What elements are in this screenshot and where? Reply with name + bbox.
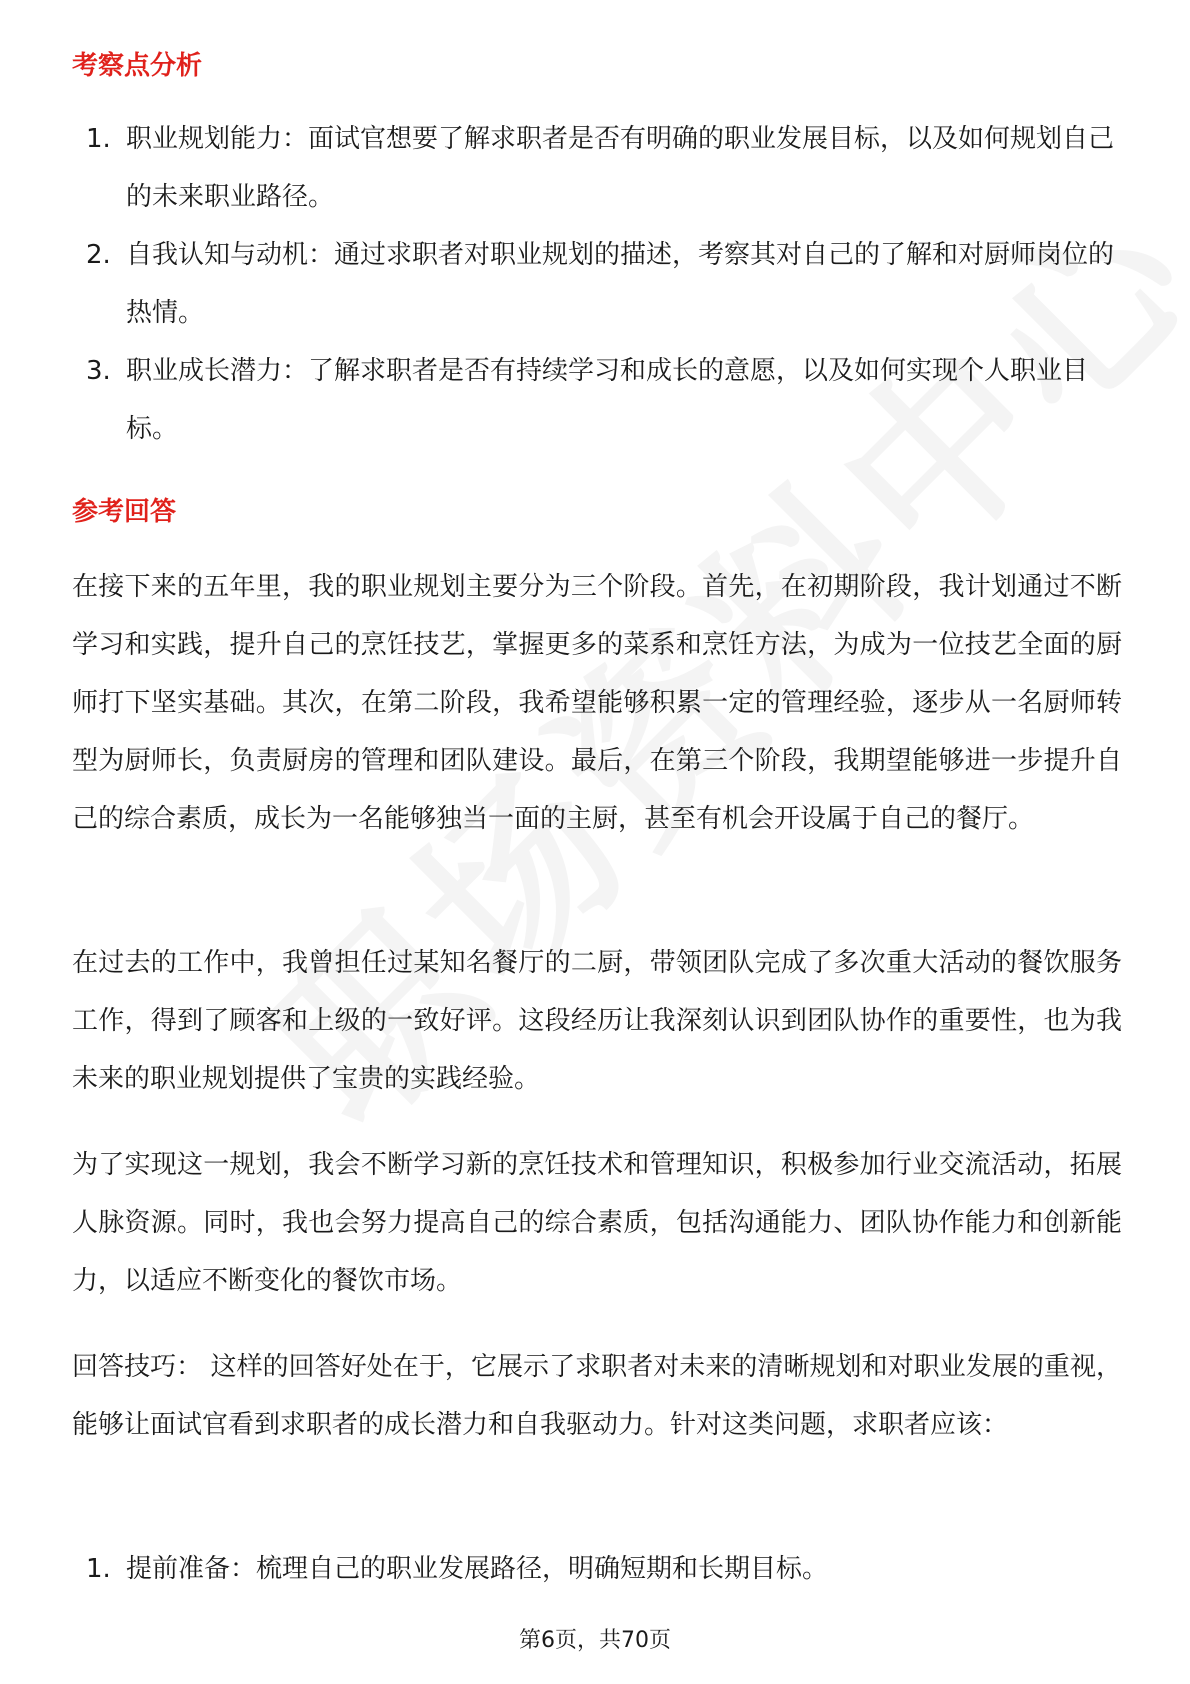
- list-item-text: 职业规划能力：面试官想要了解求职者是否有明确的职业发展目标，以及如何规划自己的未来职业路径。: [126, 124, 1115, 212]
- tips-list: [72, 1540, 1122, 1598]
- analysis-list: [72, 110, 1122, 458]
- list-item-text: 提前准备：梳理自己的职业发展路径，明确短期和长期目标。: [126, 1554, 829, 1584]
- list-item: [72, 1540, 1122, 1598]
- list-item-number: 1.: [86, 124, 111, 154]
- list-item: [72, 110, 1122, 226]
- answer-tips-paragraph: 回答技巧： 这样的回答好处在于，它展示了求职者对未来的清晰规划和对职业发展的重视，能够让面试官看到求职者的成长潜力和自我驱动力。针对这类问题，求职者应该：: [72, 1352, 1122, 1440]
- answer-paragraph-3: 为了实现这一规划，我会不断学习新的烹饪技术和管理知识，积极参加行业交流活动，拓展人脉资源。同时，我也会努力提高自己的综合素质，包括沟通能力、团队协作能力和创新能力，以适应不断变化的餐饮市场。: [72, 1150, 1122, 1296]
- list-item-number: 1.: [86, 1554, 111, 1584]
- answer-paragraph-1: 在接下来的五年里，我的职业规划主要分为三个阶段。首先，在初期阶段，我计划通过不断学习和实践，提升自己的烹饪技艺，掌握更多的菜系和烹饪方法，为成为一位技艺全面的厨师打下坚实基础。其次，在第二阶段，我希望能够积累一定的管理经验，逐步从一名厨师转型为厨师长，负责厨房的管理和团队建设。最后，在第三个阶段，我期望能够进一步提升自己的综合素质，成长为一名能够独当一面的主厨，甚至有机会开设属于自己的餐厅。: [72, 572, 1122, 834]
- list-item: [72, 226, 1122, 342]
- section-heading-analysis: 考察点分析: [72, 51, 203, 81]
- list-item-text: 自我认知与动机：通过求职者对职业规划的描述，考察其对自己的了解和对厨师岗位的热情。: [126, 240, 1115, 328]
- section-heading-reference-answer: 参考回答: [72, 497, 177, 527]
- answer-paragraph-2: 在过去的工作中，我曾担任过某知名餐厅的二厨，带领团队完成了多次重大活动的餐饮服务工作，得到了顾客和上级的一致好评。这段经历让我深刻认识到团队协作的重要性，也为我未来的职业规划提供了宝贵的实践经验。: [72, 948, 1122, 1094]
- list-item-text: 职业成长潜力：了解求职者是否有持续学习和成长的意愿，以及如何实现个人职业目标。: [126, 356, 1089, 444]
- list-item-number: 3.: [86, 356, 111, 386]
- page-footer: 第6页，共70页: [519, 1628, 671, 1653]
- list-item-number: 2.: [86, 240, 111, 270]
- list-item: [72, 342, 1122, 458]
